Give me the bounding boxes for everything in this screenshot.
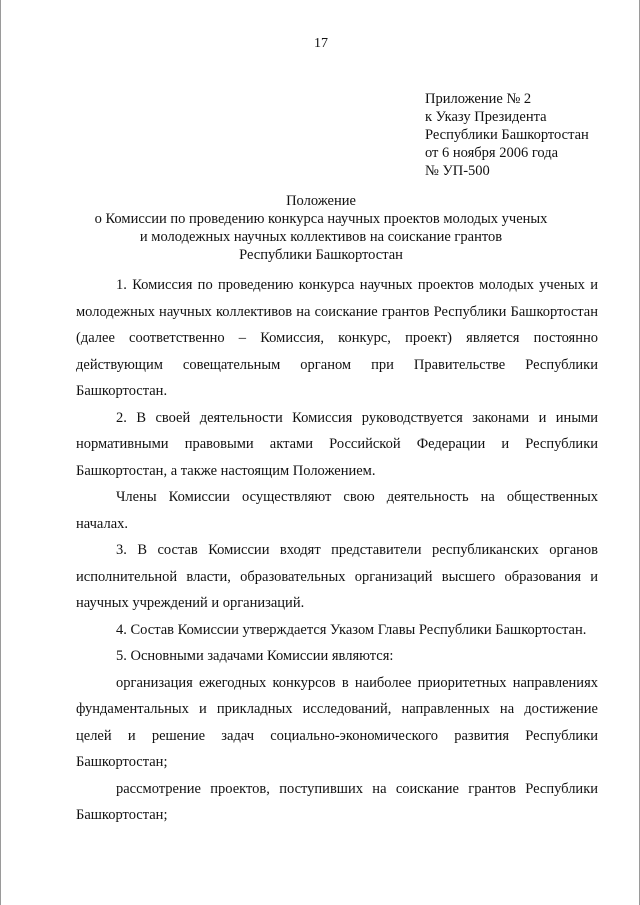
paragraph-5: 5. Основными задачами Комиссии являются: — [116, 648, 394, 664]
appendix-block — [425, 90, 589, 180]
paragraph-3: 3. В состав Комиссии входят представители республиканских органов исполнительной власти, образовательных организаций высшего образования и научных учреждений и организаций. — [76, 542, 598, 611]
paragraph-1: 1. Комиссия по проведению конкурса научных проектов молодых ученых и молодежных научных коллективов на соискание грантов Республики Башкортостан (далее соответственно – Комиссия, конкурс, проект) является постоянно действующим совещательным органом при Правительстве Республики Башкортостан. — [76, 277, 598, 399]
appendix-line: от 6 ноября 2006 года — [425, 145, 559, 161]
document-body — [76, 272, 598, 829]
appendix-line: Приложение № 2 — [425, 91, 532, 107]
paragraph-members: Члены Комиссии осуществляют свою деятельность на общественных началах. — [76, 489, 598, 532]
appendix-line: № УП-500 — [425, 163, 490, 179]
paragraph-2: 2. В своей деятельности Комиссия руководствуется законами и иными нормативными правовыми актами Российской Федерации и Республики Башкортостан, а также настоящим Положением. — [76, 409, 598, 479]
paragraph-task-1: организация ежегодных конкурсов в наиболее приоритетных направлениях фундаментальных и прикладных исследований, направленных на достижение целей и решение задач социально-экономического развития Республики Башкортостан; — [76, 674, 598, 770]
paragraph-task-2: рассмотрение проектов, поступивших на соискание грантов Республики Башкортостан; — [76, 780, 598, 823]
page-number: 17 — [314, 36, 328, 51]
document-title — [71, 192, 571, 264]
title-line: о Комиссии по проведению конкурса научных проектов молодых ученых — [94, 211, 548, 227]
appendix-line: Республики Башкортостан — [425, 127, 589, 143]
title-line: Республики Башкортостан — [239, 247, 403, 263]
title-line: и молодежных научных коллективов на соискание грантов — [139, 229, 503, 245]
paragraph-4: 4. Состав Комиссии утверждается Указом Главы Республики Башкортостан. — [116, 621, 587, 638]
appendix-line: к Указу Президента — [425, 109, 547, 125]
title-line: Положение — [286, 193, 356, 209]
